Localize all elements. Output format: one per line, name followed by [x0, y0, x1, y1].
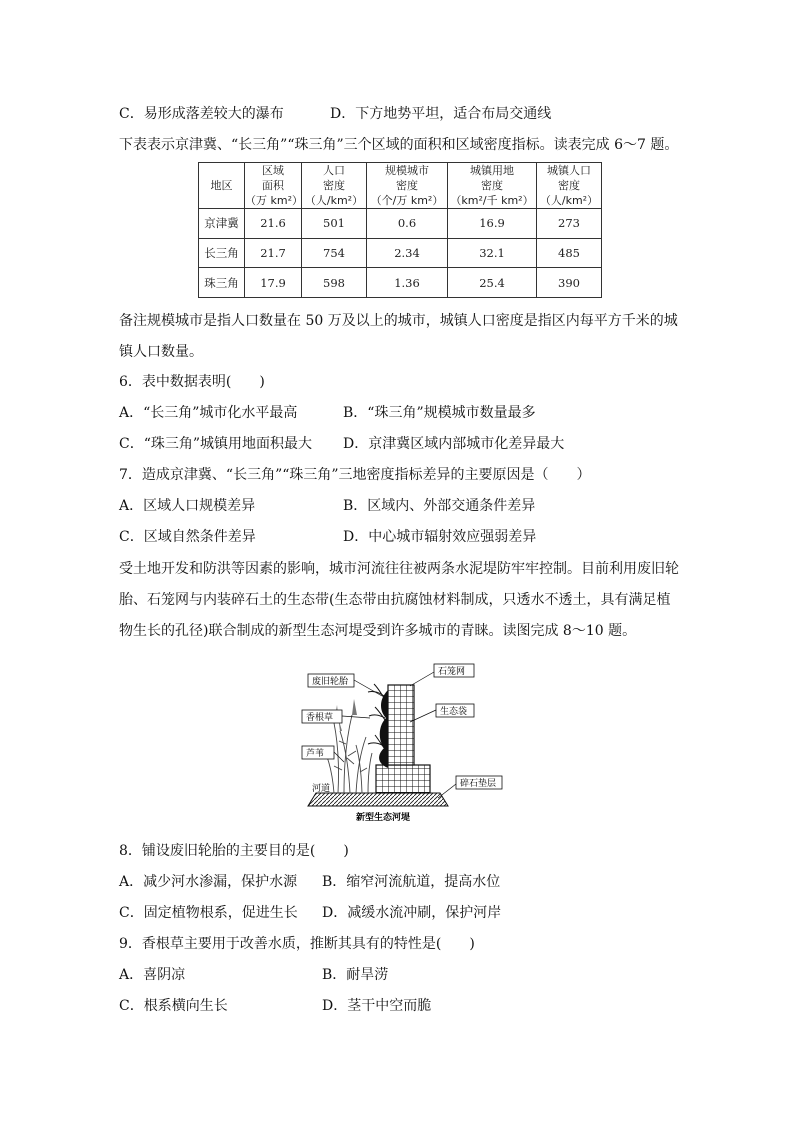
- cell-region: 珠三角: [199, 268, 245, 298]
- cell-area: 17.9: [245, 268, 302, 298]
- q6-option-a: A．“长三角”城市化水平最高: [119, 405, 298, 421]
- cell-city: 0.6: [367, 209, 448, 239]
- label-river: 河道: [312, 784, 331, 794]
- cell-urbanpop: 273: [537, 209, 602, 239]
- cell-land: 25.4: [448, 268, 537, 298]
- header-pop-density: 人口 密度 （人/km²）: [302, 163, 367, 209]
- tire-stack: [379, 690, 388, 768]
- q9-option-b: B．耐旱涝: [322, 967, 389, 983]
- figure-caption: 新型生态河堤: [356, 813, 411, 823]
- embankment-diagram: [298, 660, 508, 825]
- table-row: [199, 268, 602, 298]
- q7-option-d: D．中心城市辐射效应强弱差异: [343, 529, 537, 545]
- gravel-layer: [308, 793, 448, 806]
- cell-pop: 754: [302, 238, 367, 268]
- cell-land: 16.9: [448, 209, 537, 239]
- gabion-lower-block: [376, 765, 430, 793]
- header-area: 区域 面积 （万 km²）: [245, 164, 303, 207]
- label-gabion: 石笼网: [438, 667, 466, 677]
- cell-pop: 598: [302, 268, 367, 298]
- figure-intro-line3: 物生长的孔径)联合制成的新型生态河堤受到许多城市的青睐。读图完成 8～10 题。: [119, 623, 637, 639]
- q9-stem: 9．香根草主要用于改善水质，推断其具有的特性是( ): [119, 936, 475, 952]
- header-urban-pop-density: 城镇人口 密度 （人/km²）: [537, 163, 602, 209]
- q9-option-c: C．根系横向生长: [119, 998, 228, 1014]
- q5-option-c: C．易形成落差较大的瀑布: [119, 106, 284, 122]
- cell-region: 京津冀: [199, 209, 245, 239]
- figure-intro-line1: 受土地开发和防洪等因素的影响，城市河流往往被两条水泥堤防牢牢控制。目前利用废旧轮: [119, 561, 679, 577]
- q9-option-a: A．喜阴凉: [119, 967, 186, 983]
- table-note-line1: 备注规模城市是指人口数量在 50 万及以上的城市，城镇人口密度是指区内每平方千米的城: [119, 313, 678, 329]
- label-vetiver: 香根草: [306, 713, 334, 723]
- label-tire: 废旧轮胎: [312, 677, 349, 687]
- q9-option-d: D．茎干中空而脆: [322, 998, 432, 1014]
- cell-area: 21.7: [245, 238, 302, 268]
- q6-option-d: D．京津冀区域内部城市化差异最大: [343, 436, 565, 452]
- label-ecobag: 生态袋: [440, 707, 468, 717]
- label-gravel: 碎石垫层: [460, 779, 497, 789]
- header-region: 地区: [199, 163, 245, 209]
- q6-stem: 6．表中数据表明( ): [119, 374, 265, 390]
- density-table: [198, 162, 602, 298]
- cell-land: 32.1: [448, 238, 537, 268]
- table-note-line2: 镇人口数量。: [119, 344, 203, 360]
- cell-city: 2.34: [367, 238, 448, 268]
- q6-option-c: C．“珠三角”城镇用地面积最大: [119, 436, 313, 452]
- q7-option-b: B．区域内、外部交通条件差异: [343, 498, 536, 514]
- q7-option-c: C．区域自然条件差异: [119, 529, 256, 545]
- table-row: [199, 238, 602, 268]
- cell-region: 长三角: [199, 238, 245, 268]
- q6-option-b: B．“珠三角”规模城市数量最多: [343, 405, 536, 421]
- q8-stem: 8．铺设废旧轮胎的主要目的是( ): [119, 843, 349, 859]
- label-reed: 芦苇: [306, 749, 325, 759]
- cell-area: 21.6: [245, 209, 302, 239]
- figure-intro-line2: 胎、石笼网与内装碎石土的生态带(生态带由抗腐蚀材料制成，只透水不透土，具有满足植: [119, 592, 671, 608]
- q8-option-c: C．固定植物根系，促进生长: [119, 905, 298, 921]
- cell-urbanpop: 485: [537, 238, 602, 268]
- header-city-density: 规模城市 密度 （个/万 km²）: [367, 163, 448, 209]
- q7-stem: 7．造成京津冀、“长三角”“珠三角”三地密度指标差异的主要原因是（ ）: [119, 467, 591, 483]
- q7-option-a: A．区域人口规模差异: [119, 498, 256, 514]
- q8-option-d: D．减缓水流冲刷，保护河岸: [322, 905, 502, 921]
- q8-option-a: A．减少河水渗漏，保护水源: [119, 874, 298, 890]
- table-intro: 下表表示京津冀、“长三角”“珠三角”三个区域的面积和区域密度指标。读表完成 6～7 题。: [119, 137, 679, 153]
- q5-option-d: D．下方地势平坦，适合布局交通线: [330, 106, 552, 122]
- q8-option-b: B．缩窄河流航道，提高水位: [322, 874, 501, 890]
- cell-city: 1.36: [367, 268, 448, 298]
- table-header-row: [199, 163, 602, 209]
- cell-urbanpop: 390: [537, 268, 602, 298]
- header-land-density: 城镇用地 密度 （km²/千 km²）: [448, 163, 537, 209]
- cell-pop: 501: [302, 209, 367, 239]
- table-row: [199, 209, 602, 239]
- gabion-column: [388, 685, 414, 765]
